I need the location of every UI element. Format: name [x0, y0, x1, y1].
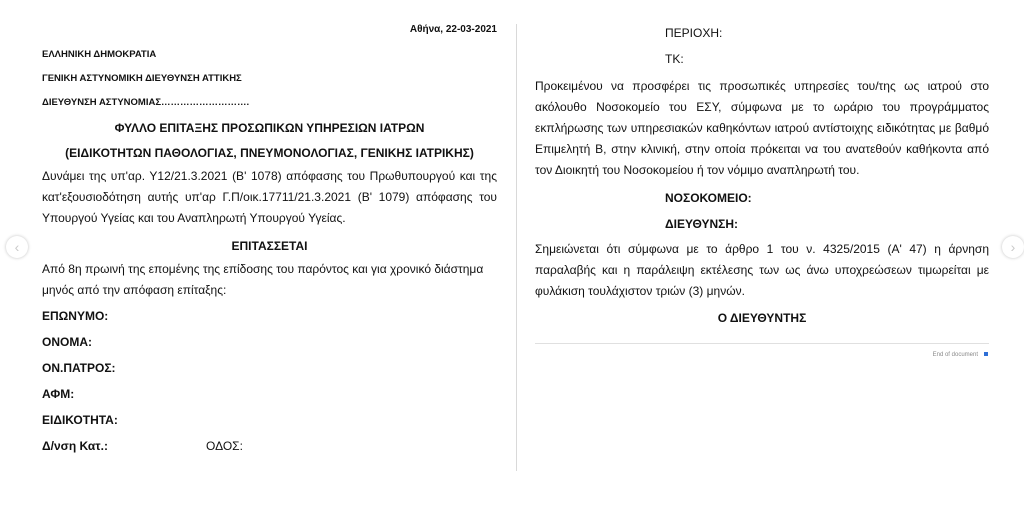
header-republic: ΕΛΛΗΝΙΚΗ ΔΗΜΟΚΡΑΤΙΑ: [42, 49, 157, 60]
name-label: ΟΝΟΜΑ:: [42, 335, 92, 349]
signature-title: Ο ΔΙΕΥΘΥΝΤΗΣ: [717, 311, 807, 325]
left-column: [42, 18, 497, 455]
header-police-directorate: ΔΙΕΥΘΥΝΣΗ ΑΣΤΥΝΟΜΙΑΣ……………………….: [42, 97, 250, 108]
end-rule: [535, 343, 989, 344]
chevron-right-icon: ›: [1010, 239, 1016, 255]
duration-paragraph: Από 8η πρωινή της επομένης της επίδοσης του παρόντος και για χρονικό διάστημα μηνός από την απόφαση επίταξης:: [42, 262, 484, 297]
assignment-paragraph: Προκειμένου να προσφέρει τις προσωπικές υπηρεσίες του/της ως ιατρού στο ακόλουθο Νοσοκομείο του ΕΣΥ, σύμφωνα με το ωράριο του προγράμματος εκπλήρωσης των υπηρεσιακών καθηκόντων ιατρού αντίστοιχης ειδικότητας με βαθμό Επιμελητή Β, στην κλινική, στην οποία πρόκειται να του ανατεθούν καθήκοντα από τον Διοικητή του Νοσοκομείου ή τον νόμιμο αναπληρωτή του.: [535, 79, 989, 177]
header-police-general: ΓΕΝΙΚΗ ΑΣΤΥΝΟΜΙΚΗ ΔΙΕΥΘΥΝΣΗ ΑΤΤΙΚΗΣ: [42, 73, 242, 84]
end-of-document-label: End of document: [932, 352, 978, 358]
area-label: ΠΕΡΙΟΧΗ:: [665, 26, 723, 40]
end-of-document-marker: [933, 352, 988, 358]
afm-label: ΑΦΜ:: [42, 387, 75, 401]
requisition-heading: ΕΠΙΤΑΣΣΕΤΑΙ: [231, 239, 308, 253]
document-date: Αθήνα, 22-03-2021: [409, 24, 497, 35]
legal-basis-paragraph: Δυνάμει της υπ'αρ. Υ12/21.3.2021 (Β' 1078) απόφασης του Πρωθυπουργού και της κατ'εξουσιοδότηση αυτής υπ'αρ Γ.Π/οικ.17711/21.3.2021 (Β' 1079) απόφασης του Υπουργού Υγείας και του Αναπληρωτή Υπουργού Υγείας.: [42, 169, 497, 225]
document-title: ΦΥΛΛΟ ΕΠΙΤΑΞΗΣ ΠΡΟΣΩΠΙΚΩΝ ΥΠΗΡΕΣΙΩΝ ΙΑΤΡΩΝ: [114, 121, 425, 135]
next-page-button[interactable]: [1002, 236, 1024, 258]
chevron-left-icon: ‹: [14, 239, 20, 255]
previous-page-button[interactable]: [6, 236, 28, 258]
hospital-label: ΝΟΣΟΚΟΜΕΙΟ:: [665, 191, 752, 205]
document-subtitle: (ΕΙΔΙΚΟΤΗΤΩΝ ΠΑΘΟΛΟΓΙΑΣ, ΠΝΕΥΜΟΝΟΛΟΓΙΑΣ, ΓΕΝΙΚΗΣ ΙΑΤΡΙΚΗΣ): [65, 146, 474, 160]
penalty-paragraph: Σημειώνεται ότι σύμφωνα με το άρθρο 1 του ν. 4325/2015 (Α' 47) η άρνηση παραλαβής και η παράλειψη εκτέλεσης των ως άνω υποχρεώσεων τιμωρείται με φυλάκιση τουλάχιστον τριών (3) μηνών.: [535, 242, 989, 298]
postcode-label: ΤΚ:: [665, 52, 684, 66]
surname-label: ΕΠΩΝΥΜΟ:: [42, 309, 109, 323]
end-square-icon: [984, 352, 988, 356]
street-label: ΟΔΟΣ:: [206, 439, 243, 453]
father-name-label: ΟΝ.ΠΑΤΡΟΣ:: [42, 361, 116, 375]
right-column: [535, 18, 989, 325]
specialty-label: ΕΙΔΙΚΟΤΗΤΑ:: [42, 413, 118, 427]
column-divider: [516, 24, 517, 471]
police-directorate-label: Δ/νση Κατ.:: [42, 439, 108, 453]
hospital-address-label: ΔΙΕΥΘΥΝΣΗ:: [665, 217, 739, 231]
address-row: [42, 439, 497, 455]
